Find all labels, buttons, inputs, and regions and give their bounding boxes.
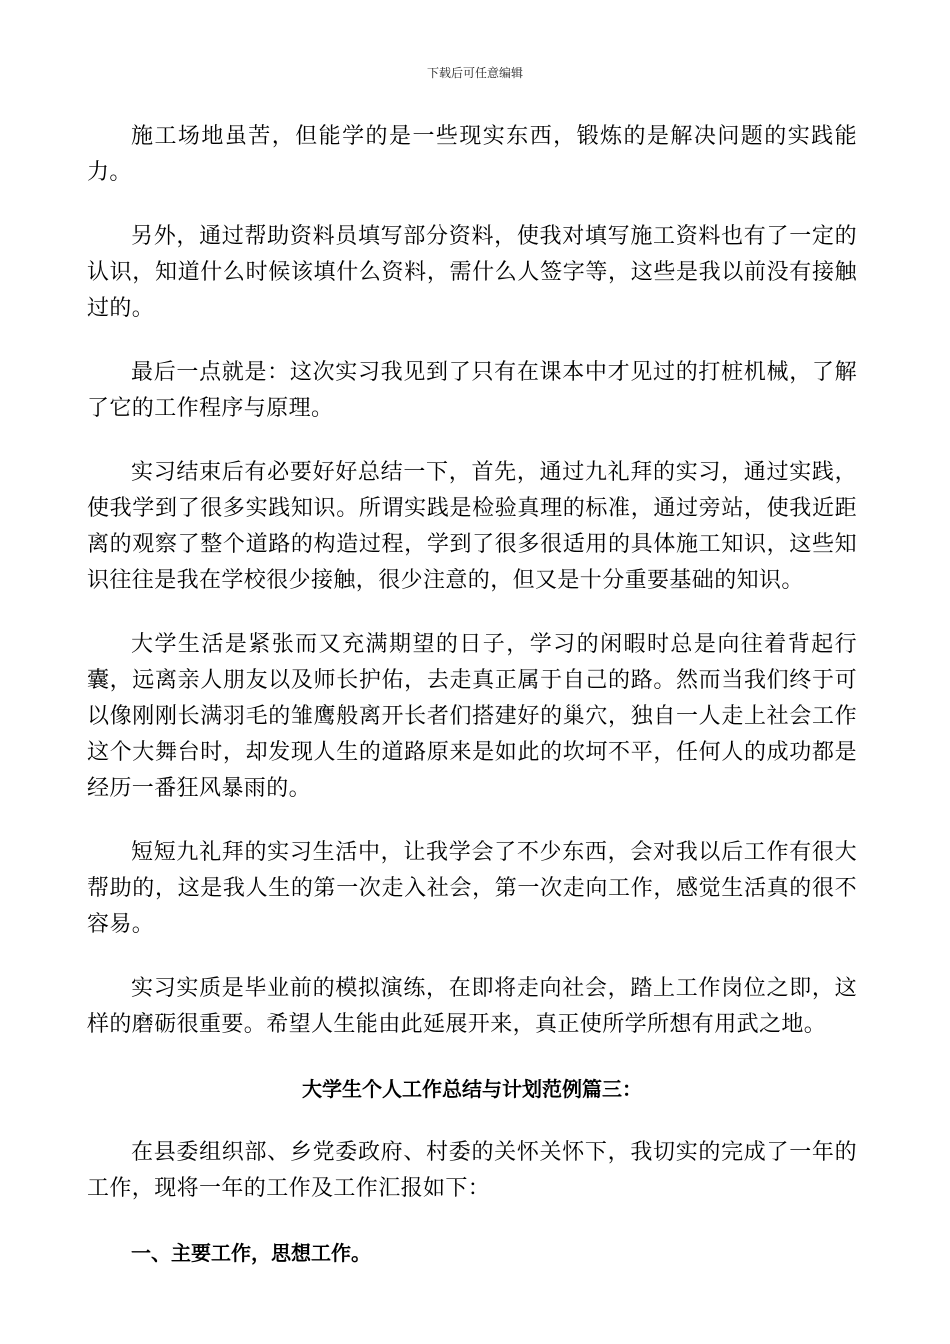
paragraph-1: 施工场地虽苦，但能学的是一些现实东西，锻炼的是解决问题的实践能力。: [87, 124, 857, 185]
paragraph-5: 大学生活是紧张而又充满期望的日子，学习的闲暇时总是向往着背起行囊，远离亲人朋友以及师长护佑，去走真正属于自己的路。然而当我们终于可以像刚刚长满羽毛的雏鹰般离开长者们搭建好的巢穴，独自一人走上社会工作这个大舞台时，却发现人生的道路原来是如此的坎坷不平，任何人的成功都是经历一番狂风暴雨的。: [87, 632, 857, 801]
section-title: 大学生个人工作总结与计划范例篇三：: [302, 1077, 642, 1101]
subheading: 一、主要工作，思想工作。: [131, 1241, 371, 1265]
document-body: [87, 119, 857, 1271]
section-intro: 在县委组织部、乡党委政府、村委的关怀关怀下，我切实的完成了一年的工作，现将一年的工作及工作汇报如下：: [87, 1140, 857, 1201]
paragraph-4: 实习结束后有必要好好总结一下，首先，通过九礼拜的实习，通过实践，使我学到了很多实践知识。所谓实践是检验真理的标准，通过旁站，使我近距离的观察了整个道路的构造过程，学到了很多很适用的具体施工知识，这些知识往往是我在学校很少接触，很少注意的，但又是十分重要基础的知识。: [87, 460, 857, 593]
page-header: 下载后可任意编辑: [426, 66, 523, 80]
paragraph-3: 最后一点就是：这次实习我见到了只有在课本中才见过的打桩机械，了解了它的工作程序与原理。: [87, 360, 857, 421]
paragraph-7: 实习实质是毕业前的模拟演练，在即将走向社会，踏上工作岗位之即，这样的磨砺很重要。希望人生能由此延展开来，真正使所学所想有用武之地。: [87, 976, 857, 1037]
paragraph-6: 短短九礼拜的实习生活中，让我学会了不少东西，会对我以后工作有很大帮助的，这是我人生的第一次走入社会，第一次走向工作，感觉生活真的很不容易。: [87, 840, 857, 937]
paragraph-2: 另外，通过帮助资料员填写部分资料，使我对填写施工资料也有了一定的认识，知道什么时候该填什么资料，需什么人签字等，这些是我以前没有接触过的。: [87, 224, 857, 321]
